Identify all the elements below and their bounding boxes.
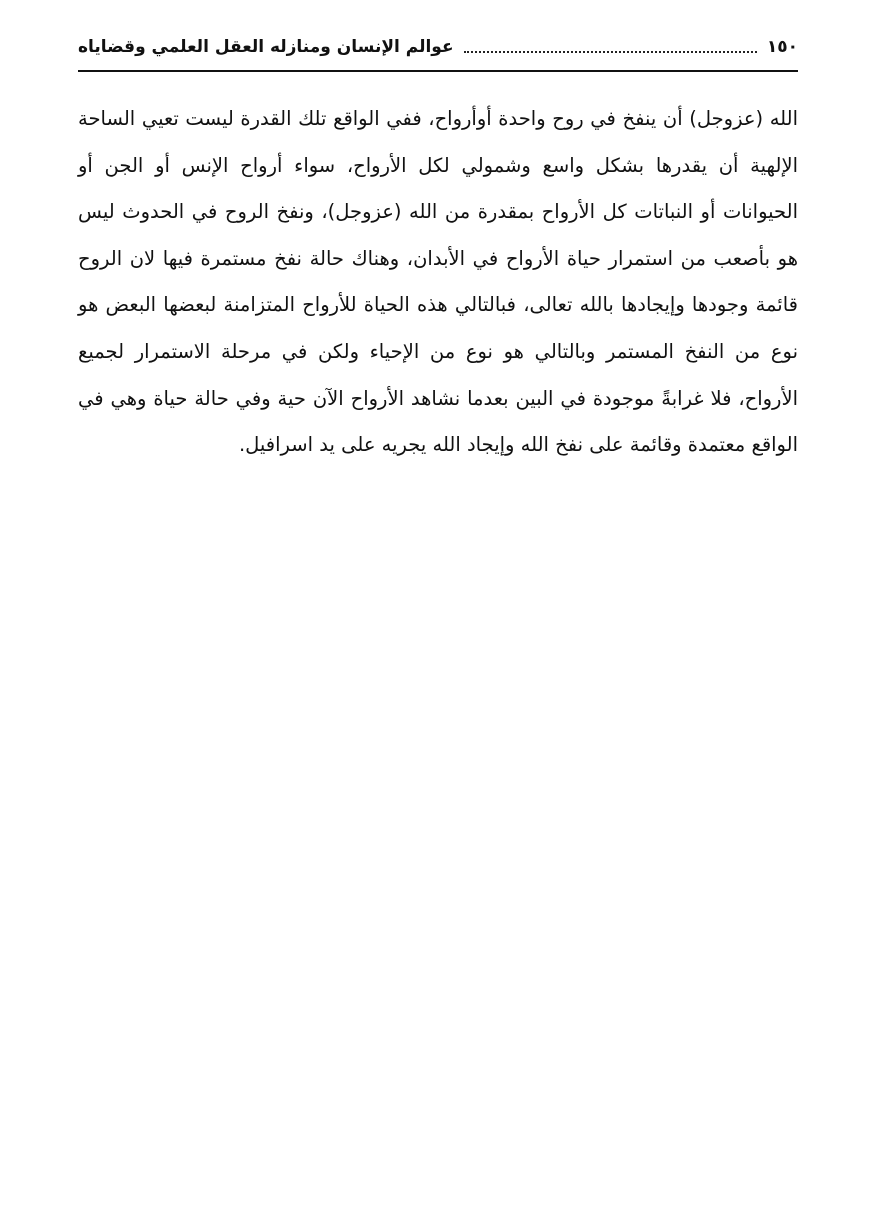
body-paragraph: الله (عزوجل) أن ينفخ في روح واحدة أوأرواح، ففي الواقع تلك القدرة ليست تعيي الساحة الإلهية أن يقدرها بشكل واسع وشمولي لكل الأرواح، سواء أرواح الإنس أو الجن أو الحيوانات أو النباتات كل الأرواح بمقدرة من الله (عزوجل)، ونفخ الروح في الحدوث ليس هو بأصعب من استمرار حياة الأرواح في الأبدان، وهناك حالة نفخ مستمرة فيها لان الروح قائمة وجودها وإيجادها بالله تعالى، فبالتالي هذه الحياة للأرواح المتزامنة لبعضها البعض هو نوع من النفخ المستمر وبالتالي هو نوع من الإحياء ولكن في مرحلة الاستمرار لجميع الأرواح، فلا غرابةً موجودة في البين بعدما نشاهد الأرواح الآن حية وفي حالة حياة وهي في الواقع معتمدة وقائمة على نفخ الله وإيجاد الله يجريه على يد اسرافيل.	[78, 107, 798, 457]
header-rule	[78, 70, 798, 72]
page-number: ١٥٠	[766, 37, 798, 57]
dot-leader	[464, 51, 757, 53]
running-header	[78, 32, 798, 62]
running-title: عوالم الإنسان ومنازله العقل العلمي وقضاياه	[78, 37, 454, 57]
